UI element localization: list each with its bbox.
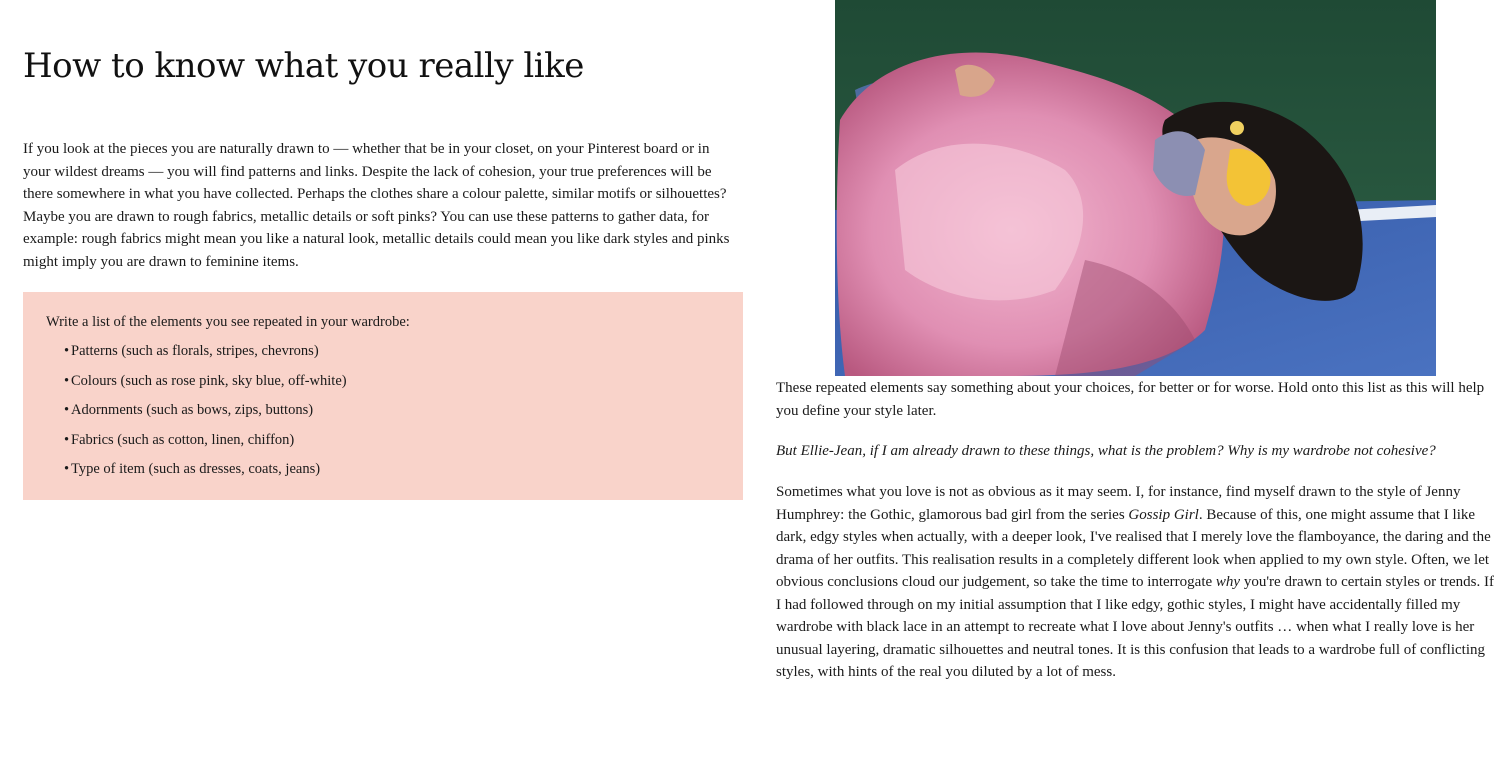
bullet-icon: • (64, 343, 70, 359)
list-item: • Colours (such as rose pink, sky blue, off-white) (64, 372, 347, 389)
intro-paragraph: If you look at the pieces you are naturally drawn to — whether that be in your closet, on your Pinterest board or in your wildest dreams — you will find patterns and links. Despite the lack of cohesion, your true preferences will be there somewhere in what you have collected. Perhaps the clothes share a colour palette, similar motifs or silhouettes? Maybe you are drawn to rough fabrics, metallic details or soft pinks? You can use these patterns to gather data, for example: rough fabrics might mean you like a natural look, metallic details could mean you like dark styles and pinks might imply you are drawn to feminine items. (23, 141, 730, 270)
show-title: Gossip Girl (1128, 506, 1199, 523)
callout-heading: Write a list of the elements you see repeated in your wardrobe: (46, 314, 410, 330)
fur-highlight (895, 144, 1083, 301)
earring (1230, 121, 1244, 135)
list-item: • Patterns (such as florals, stripes, chevrons) (64, 343, 319, 359)
bullet-icon: • (64, 431, 70, 448)
list-item: • Type of item (such as dresses, coats, jeans) (64, 461, 321, 478)
list-item: • Fabrics (such as cotton, linen, chiffon) (64, 431, 295, 448)
bullet-icon: • (64, 461, 70, 478)
bullet-icon: • (64, 372, 70, 389)
body-paragraph-3: Sometimes what you love is not as obvious as it may seem. I, for instance, find myself drawn to the style of Jenny Humphrey: the Gothic, glamorous bad girl from the series Gossip Girl. Because of this, one might assume that I like dark, edgy styles when actually, with a deeper look, I've realised that I merely love the flamboyance, the daring and the drama of her outfits. This realisation results in a completely different look when applied to my own style. Often, we let obvious conclusions cloud our judgement, so take the time to interrogate why you're drawn to certain styles or trends. If I had followed through on my initial assumption that I like edgy, gothic styles, I might have accidentally filled my wardrobe with black lace in an attempt to recreate what I love about Jenny's outfits … when what I really love is her unusual layering, dramatic silhouettes and neutral tones. It is this confusion that leads to a wardrobe full of conflicting styles, with hints of the real you diluted by a lot of mess. (776, 484, 1494, 680)
fashion-photo (835, 0, 1436, 376)
bullet-icon: • (64, 402, 70, 419)
emphasis-why: why (1215, 574, 1241, 590)
body-paragraph-1: These repeated elements say something about your choices, for better or for worse. Hold onto this list as this will help you define your style later. (776, 380, 1485, 419)
page-title: How to know what you really like (23, 46, 584, 86)
italic-question: But Ellie-Jean, if I am already drawn to these things, what is the problem? Why is my wardrobe not cohesive? (776, 443, 1436, 459)
photo-illustration (835, 0, 1436, 376)
callout-list (46, 342, 720, 479)
list-item: • Adornments (such as bows, zips, buttons) (64, 402, 314, 419)
callout-box (23, 292, 743, 500)
